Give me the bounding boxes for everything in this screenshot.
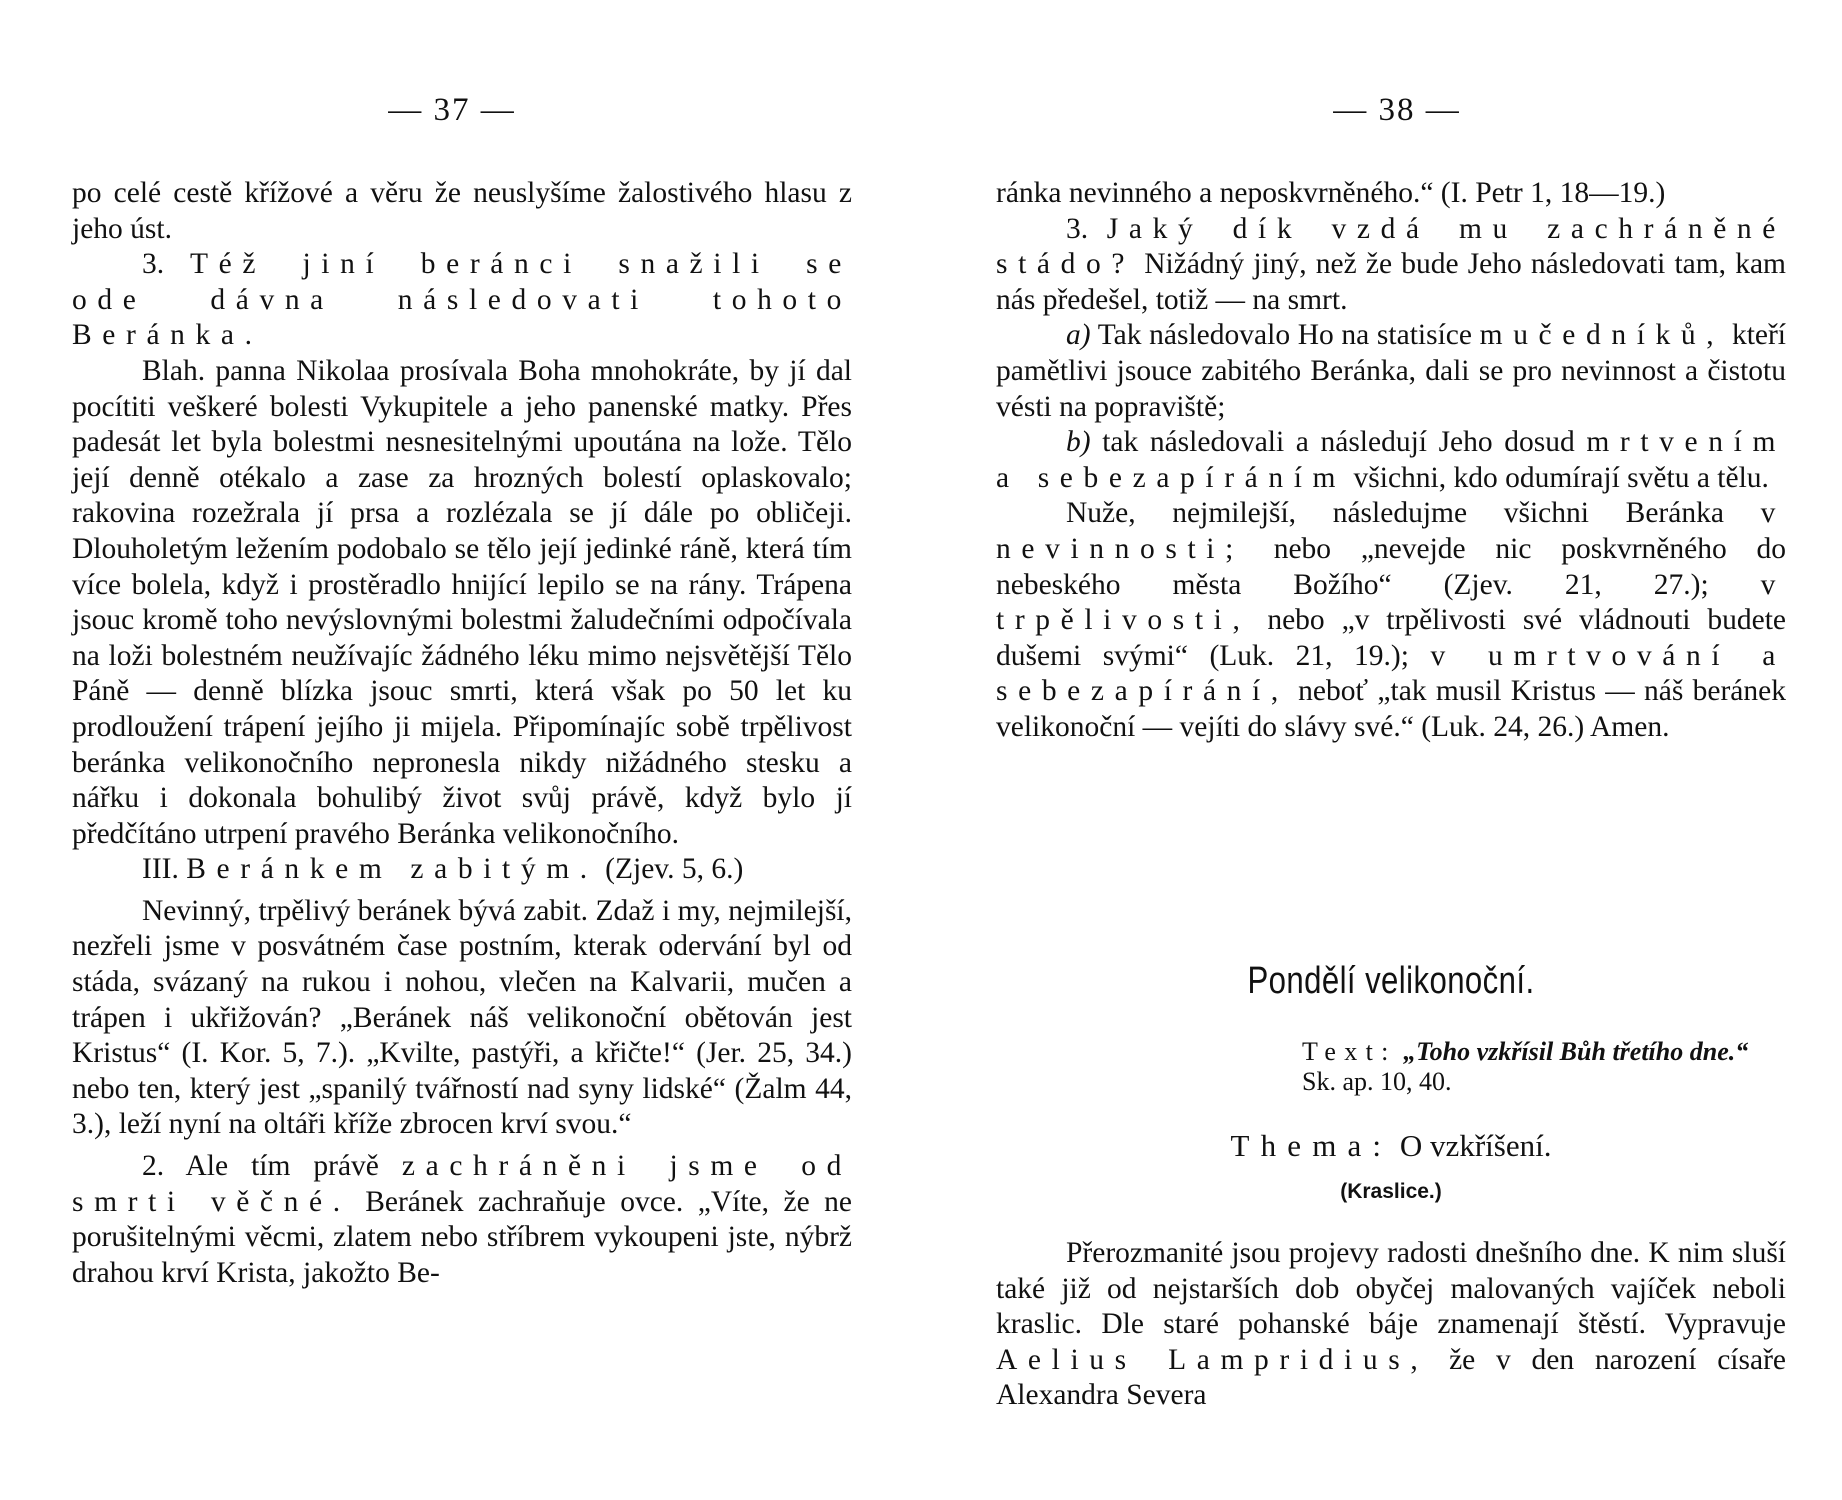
text-run: kteří pamětlivi jsouce zabitého Beránka, dali se pro nevinnost a čistotu vésti na popraviště; <box>996 319 1786 423</box>
text-run: neboť „tak musil Kristus — náš beránek velikonoční — vejíti do slávy své.“ (Luk. 24, 26.) Amen. <box>996 675 1786 743</box>
thema-value: O vzkříšení. <box>1399 1128 1552 1163</box>
text-run: 2. Ale tím právě <box>142 1150 379 1183</box>
sermon-thema <box>996 1128 1786 1164</box>
left-page <box>72 0 852 1500</box>
text-run: Tak následovalo Ho na statisíce <box>1097 319 1472 352</box>
text-reference: Sk. ap. 10, 40. <box>1302 1067 1452 1096</box>
thema-label: Thema: <box>1230 1128 1393 1163</box>
section-heading <box>72 852 852 888</box>
paragraph <box>996 425 1786 496</box>
paragraph <box>996 1236 1786 1414</box>
spaced-emphasis: v umrtvování a sebezapírání, <box>996 639 1787 708</box>
paragraph <box>72 176 852 247</box>
text-run: všichni, kdo odumírají světu a tělu. <box>1353 461 1769 494</box>
right-page <box>996 0 1786 1500</box>
spaced-emphasis: v nevinnosti; <box>996 497 1786 565</box>
text-run: po celé cestě křížové a věru že neuslyšíme žalostivého hlasu z jeho úst. <box>72 177 852 245</box>
text-run: Nižádný jiný, než že bude Jeho následovati tam, kam nás předešel, totiž — na smrt. <box>996 248 1786 316</box>
text-run: Blah. panna Nikolaa prosívala Boha mnohokráte, by jí dal pocítiti veškeré bolesti Vykupitele a jeho panenské matky. Přes padesát let byla bolestmi nesnesitelnými upoutána na lože. Tělo její denně otékalo a zase za hrozných bolestí oplaskovalo; rakovina rozežrala jí prsa a rozlézala se jí dále po obličeji. Dlouholetým ležením podobalo se tělo její jedinké ráně, která tím více bolela, když i prostěradlo hnijící lepilo se na rány. Trápena jsouc kromě toho nevýslovnými bolestmi žaludečními odpočívala na loži bolestném neužívajíc žádného léku mimo nejsvětější Tělo Páně — denně blízka jsouc smrti, která však po 50 let ku prodloužení trápení jejího ji mijela. Připomínajíc sobě trpělivost beránka velikonočního nepronesla nikdy nižádného stesku a nářku i dokonala bohulibý život svůj právě, když bylo jí předčítáno utrpení pravého Beránka velikonočního. <box>72 354 852 850</box>
section-number: 3. <box>1066 212 1089 245</box>
text-run: Beránek zachraňuje ovce. „Víte, že ne porušitelnými věcmi, zlatem nebo stříbrem vykoupeni jste, nýbrž drahou krví Krista, jakožto Be- <box>72 1185 852 1289</box>
paragraph <box>72 354 852 852</box>
text-quote: „Toho vzkřísil Bůh třetího dne.“ <box>1403 1037 1749 1066</box>
right-page-text <box>996 176 1786 746</box>
paragraph <box>72 247 852 354</box>
sermon-body <box>996 1236 1786 1414</box>
text-run: ránka nevinného a neposkvrněného.“ (I. Petr 1, 18—19.) <box>996 177 1666 209</box>
paragraph <box>996 212 1786 319</box>
page-number: — 37 — <box>388 92 516 128</box>
paragraph <box>996 176 1786 212</box>
text-run: Nevinný, trpělivý beránek bývá zabit. Zdaž i my, nejmilejší, nezřeli jsme v posvátném čase postním, kterak odervání byl od stáda, svázaný na rukou i nohou, vlečen na Kalvarii, mučen a trápen i ukřižován? „Beránek náš velikonoční obětován jest Kristus“ (I. Kor. 5, 7.). „Kvilte, pastýři, a křičte!“ (Jer. 25, 34.) nebo ten, který jest „spanilý tvářností nad syny lidské“ (Žalm 44, 3.), leží nyní na oltáři kříže zbrocen krví svou.“ <box>72 894 852 1141</box>
sermon-title: Pondělí velikonoční. <box>1247 960 1535 1002</box>
spaced-emphasis: mučedníků, <box>1479 319 1725 352</box>
spaced-emphasis: Aelius Lampridius, <box>996 1343 1429 1376</box>
list-letter: a) <box>1066 319 1091 352</box>
spaced-emphasis: Beránkem zabitým. <box>186 853 598 886</box>
paragraph <box>72 1149 852 1291</box>
text-run: nebo „nevejde nic poskvrněného do nebeského města Božího“ (Zjev. 21, 27.); <box>996 532 1787 601</box>
sermon-text-citation <box>1302 1037 1782 1097</box>
paragraph <box>996 496 1786 745</box>
paragraph <box>996 318 1786 425</box>
spaced-emphasis: Jaký dík vzdá mu zachráněné stádo? <box>996 212 1786 281</box>
list-letter: b) <box>1066 426 1091 459</box>
spaced-emphasis: zachráněni jsme od smrti věčné. <box>72 1150 852 1218</box>
paragraph <box>72 894 852 1143</box>
text-label: Text: <box>1302 1037 1397 1066</box>
scripture-reference: (Zjev. 5, 6.) <box>605 853 744 886</box>
spaced-emphasis: Též jiní beránci snažili se ode dávna následovati tohoto Beránka. <box>72 248 852 352</box>
text-run: že v den narození císaře Alexandra Severa <box>996 1343 1786 1412</box>
sermon-place: (Kraslice.) <box>1340 1180 1442 1203</box>
text-run: nebo „v trpělivosti své vládnouti budete dušemi svými“ (Luk. 21, 19.); <box>996 604 1786 672</box>
text-run: Přerozmanité jsou projevy radosti dnešního dne. K nim sluší také již od nejstarších dob obyčej malovaných vajíček neboli kraslic. Dle staré pohanské báje znamenají štěstí. Vypravuje <box>996 1237 1786 1341</box>
section-number: 3. <box>142 248 165 281</box>
left-page-text <box>72 176 852 1291</box>
section-number: III. <box>142 853 179 886</box>
text-run: Nuže, nejmilejší, následujme všichni Beránka <box>1066 497 1724 530</box>
page-number: — 38 — <box>1333 92 1461 128</box>
text-run: tak následovali a následují Jeho dosud <box>1102 426 1575 459</box>
spaced-emphasis: v trpělivosti, <box>996 568 1786 637</box>
spaced-emphasis: mrtvením a sebezapíráním <box>996 426 1787 494</box>
